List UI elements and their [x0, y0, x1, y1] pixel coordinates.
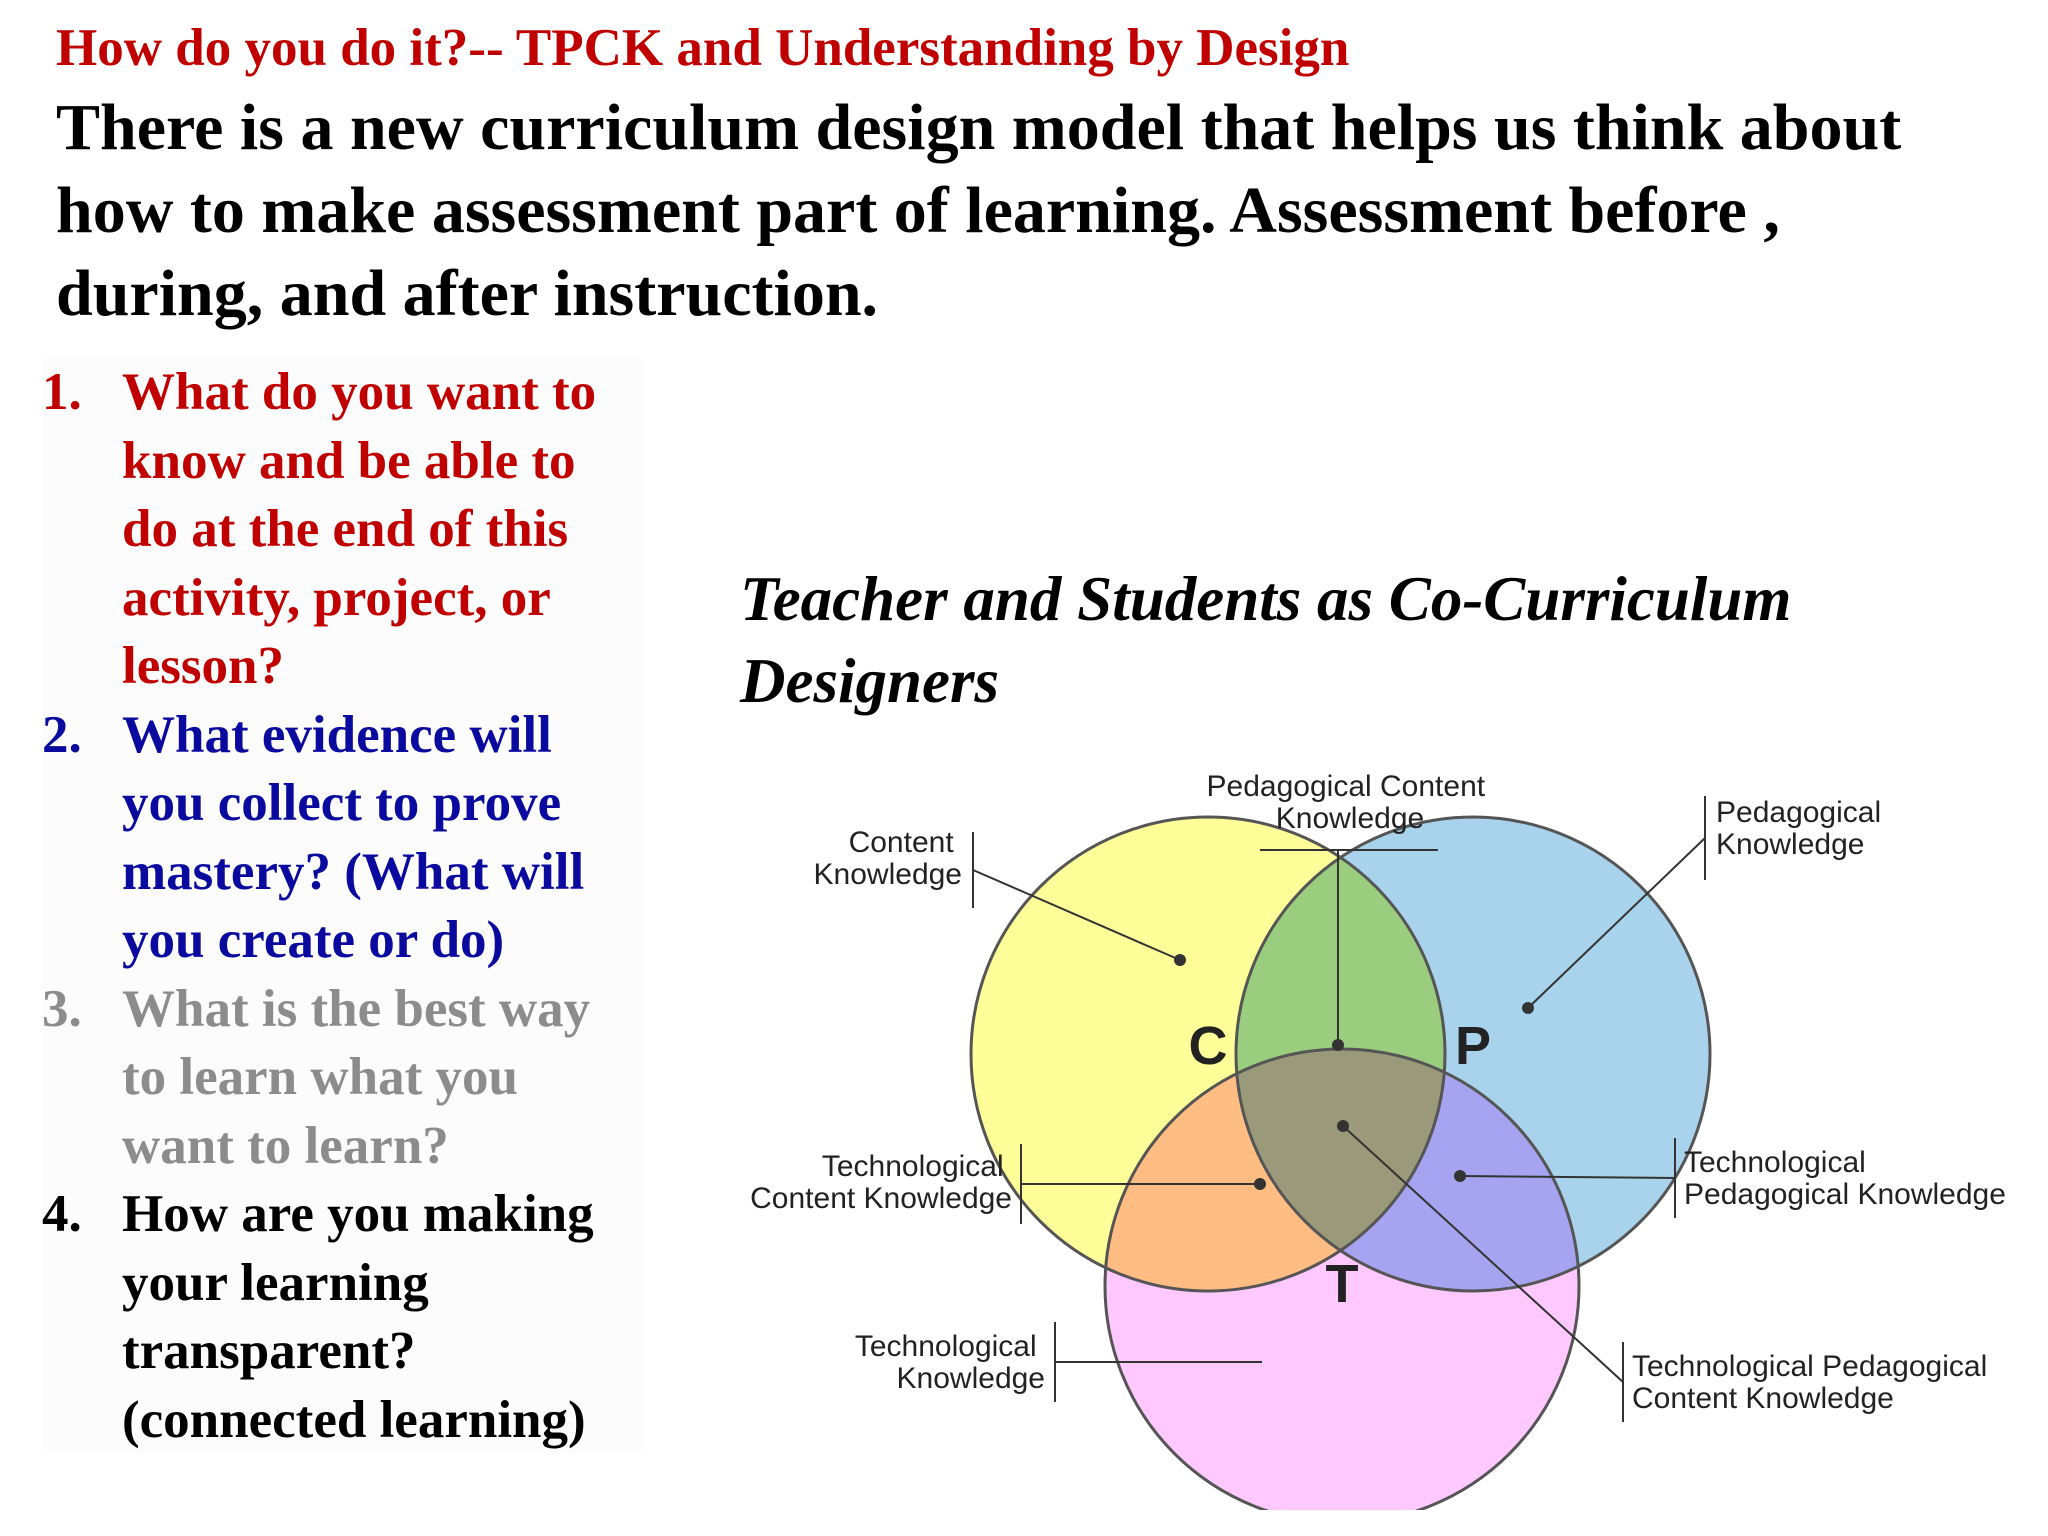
label-line: Technological	[854, 1330, 1037, 1363]
label-line: Content	[848, 826, 954, 859]
tk-label	[855, 1330, 1045, 1395]
label-line: Technological	[821, 1150, 1004, 1183]
question-text: What do you want to know and be able to do at the end of this activity, project, or lesson?	[122, 363, 597, 695]
content-knowledge-label	[814, 826, 962, 891]
question-list	[42, 358, 642, 1454]
question-number: 3.	[42, 979, 82, 1038]
pedagogical-knowledge-label	[1716, 796, 1889, 861]
label-line: Knowledge	[813, 858, 962, 891]
question-item-1	[42, 358, 642, 701]
question-item-4	[42, 1180, 642, 1454]
pedagogical-knowledge-dot	[1522, 1002, 1534, 1014]
tck-label	[750, 1150, 1012, 1215]
question-text: How are you making your learning transparent? (connected learning)	[122, 1185, 594, 1449]
tpck-venn-diagram	[700, 740, 2030, 1510]
label-line: Technological Pedagogical	[1632, 1350, 1988, 1383]
label-line: Knowledge	[1716, 828, 1865, 861]
label-line: Pedagogical Content	[1206, 770, 1486, 803]
question-text: What is the best way to learn what you want to learn?	[122, 979, 591, 1175]
tpk-label	[1684, 1146, 2006, 1211]
label-line: Pedagogical Knowledge	[1684, 1178, 2006, 1211]
tck-dot	[1254, 1178, 1266, 1190]
pedagogy-letter: P	[1454, 1016, 1492, 1076]
question-text: What evidence will you collect to prove mastery? (What will you create or do)	[122, 705, 585, 969]
label-line: Content Knowledge	[1632, 1382, 1894, 1415]
tpck-dot	[1337, 1120, 1349, 1132]
label-line: Content Knowledge	[750, 1182, 1012, 1215]
tpk-dot	[1454, 1170, 1466, 1182]
pck-dot	[1332, 1039, 1344, 1051]
content-knowledge-dot	[1174, 954, 1186, 966]
question-number: 2.	[42, 705, 82, 764]
slide-subtitle: How do you do it?-- TPCK and Understanding by Design	[56, 19, 1350, 77]
diagram-title: Teacher and Students as Co-Curriculum Designers	[740, 564, 1792, 716]
label-line: Knowledge	[896, 1362, 1045, 1395]
question-item-2	[42, 701, 642, 975]
technology-letter: T	[1325, 1254, 1359, 1314]
question-number: 4.	[42, 1185, 82, 1243]
slide-heading: There is a new curriculum design model that helps us think about how to make assessment part of learning. Assessment before , during, and after instruction.	[56, 91, 1902, 330]
label-line: Technological	[1684, 1146, 1866, 1179]
question-item-3	[42, 975, 642, 1181]
label-line: Pedagogical	[1716, 796, 1882, 829]
tpck-label	[1632, 1350, 1996, 1415]
question-number: 1.	[42, 363, 82, 421]
label-line: Knowledge	[1275, 802, 1425, 835]
content-letter: C	[1188, 1016, 1228, 1076]
